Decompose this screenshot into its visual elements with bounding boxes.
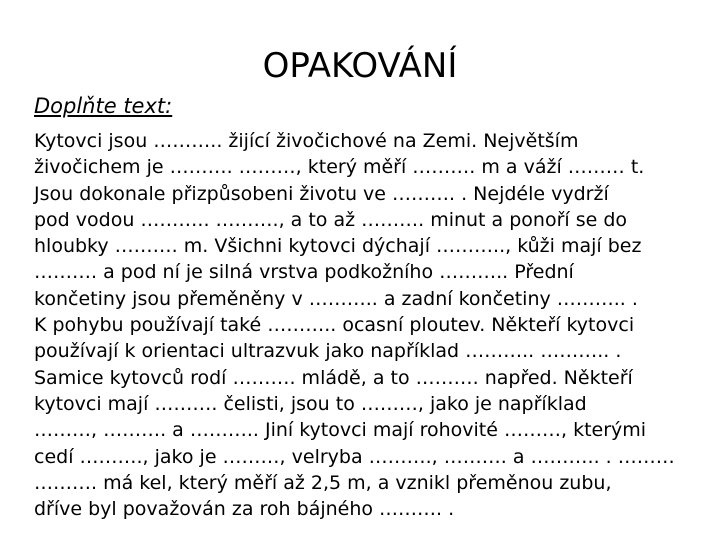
text-line: ………, ………. a ……….. Jiní kytovci mají rohovité ………, kterými <box>34 419 647 442</box>
text-line: končetiny jsou přeměněny v ……….. a zadní končetiny ……….. . <box>34 287 638 310</box>
text-line: kytovci mají ………. čelisti, jsou to ………, jako je například <box>34 392 587 415</box>
text-line: K pohybu používají také ……….. ocasní ploutev. Někteří kytovci <box>34 314 635 337</box>
text-line: Jsou dokonale přizpůsobeni životu ve ………. . Nejdéle vydrží <box>34 182 609 205</box>
text-line: používají k orientaci ultrazvuk jako například ……….. ……….. . <box>34 340 622 363</box>
text-line: hloubky ………. m. Všichni kytovci dýchají ……….., kůži mají bez <box>34 235 642 258</box>
exercise-text <box>34 128 698 522</box>
instruction-subtitle: Doplňte text: <box>34 94 173 118</box>
text-line: dříve byl považován za roh bájného ………. . <box>34 498 455 521</box>
text-line: živočichem je ………. ………, který měří ………. m a váží ……… t. <box>34 156 645 179</box>
text-line: ………. má kel, který měří až 2,5 m, a vznikl přeměnou zubu, <box>34 471 612 494</box>
text-line: pod vodou ……….. ………., a to až ………. minut a ponoří se do <box>34 208 628 231</box>
text-line: ………. a pod ní je silná vrstva podkožního ……….. Přední <box>34 261 574 284</box>
text-line: Kytovci jsou ……….. žijící živočichové na Zemi. Největším <box>34 130 579 152</box>
text-line: cedí ………., jako je ………, velryba ………., ………. a ……….. . ……… <box>34 445 675 468</box>
page-title: OPAKOVÁNÍ <box>262 46 458 86</box>
text-line: Samice kytovců rodí ………. mládě, a to ………. napřed. Někteří <box>34 366 633 389</box>
